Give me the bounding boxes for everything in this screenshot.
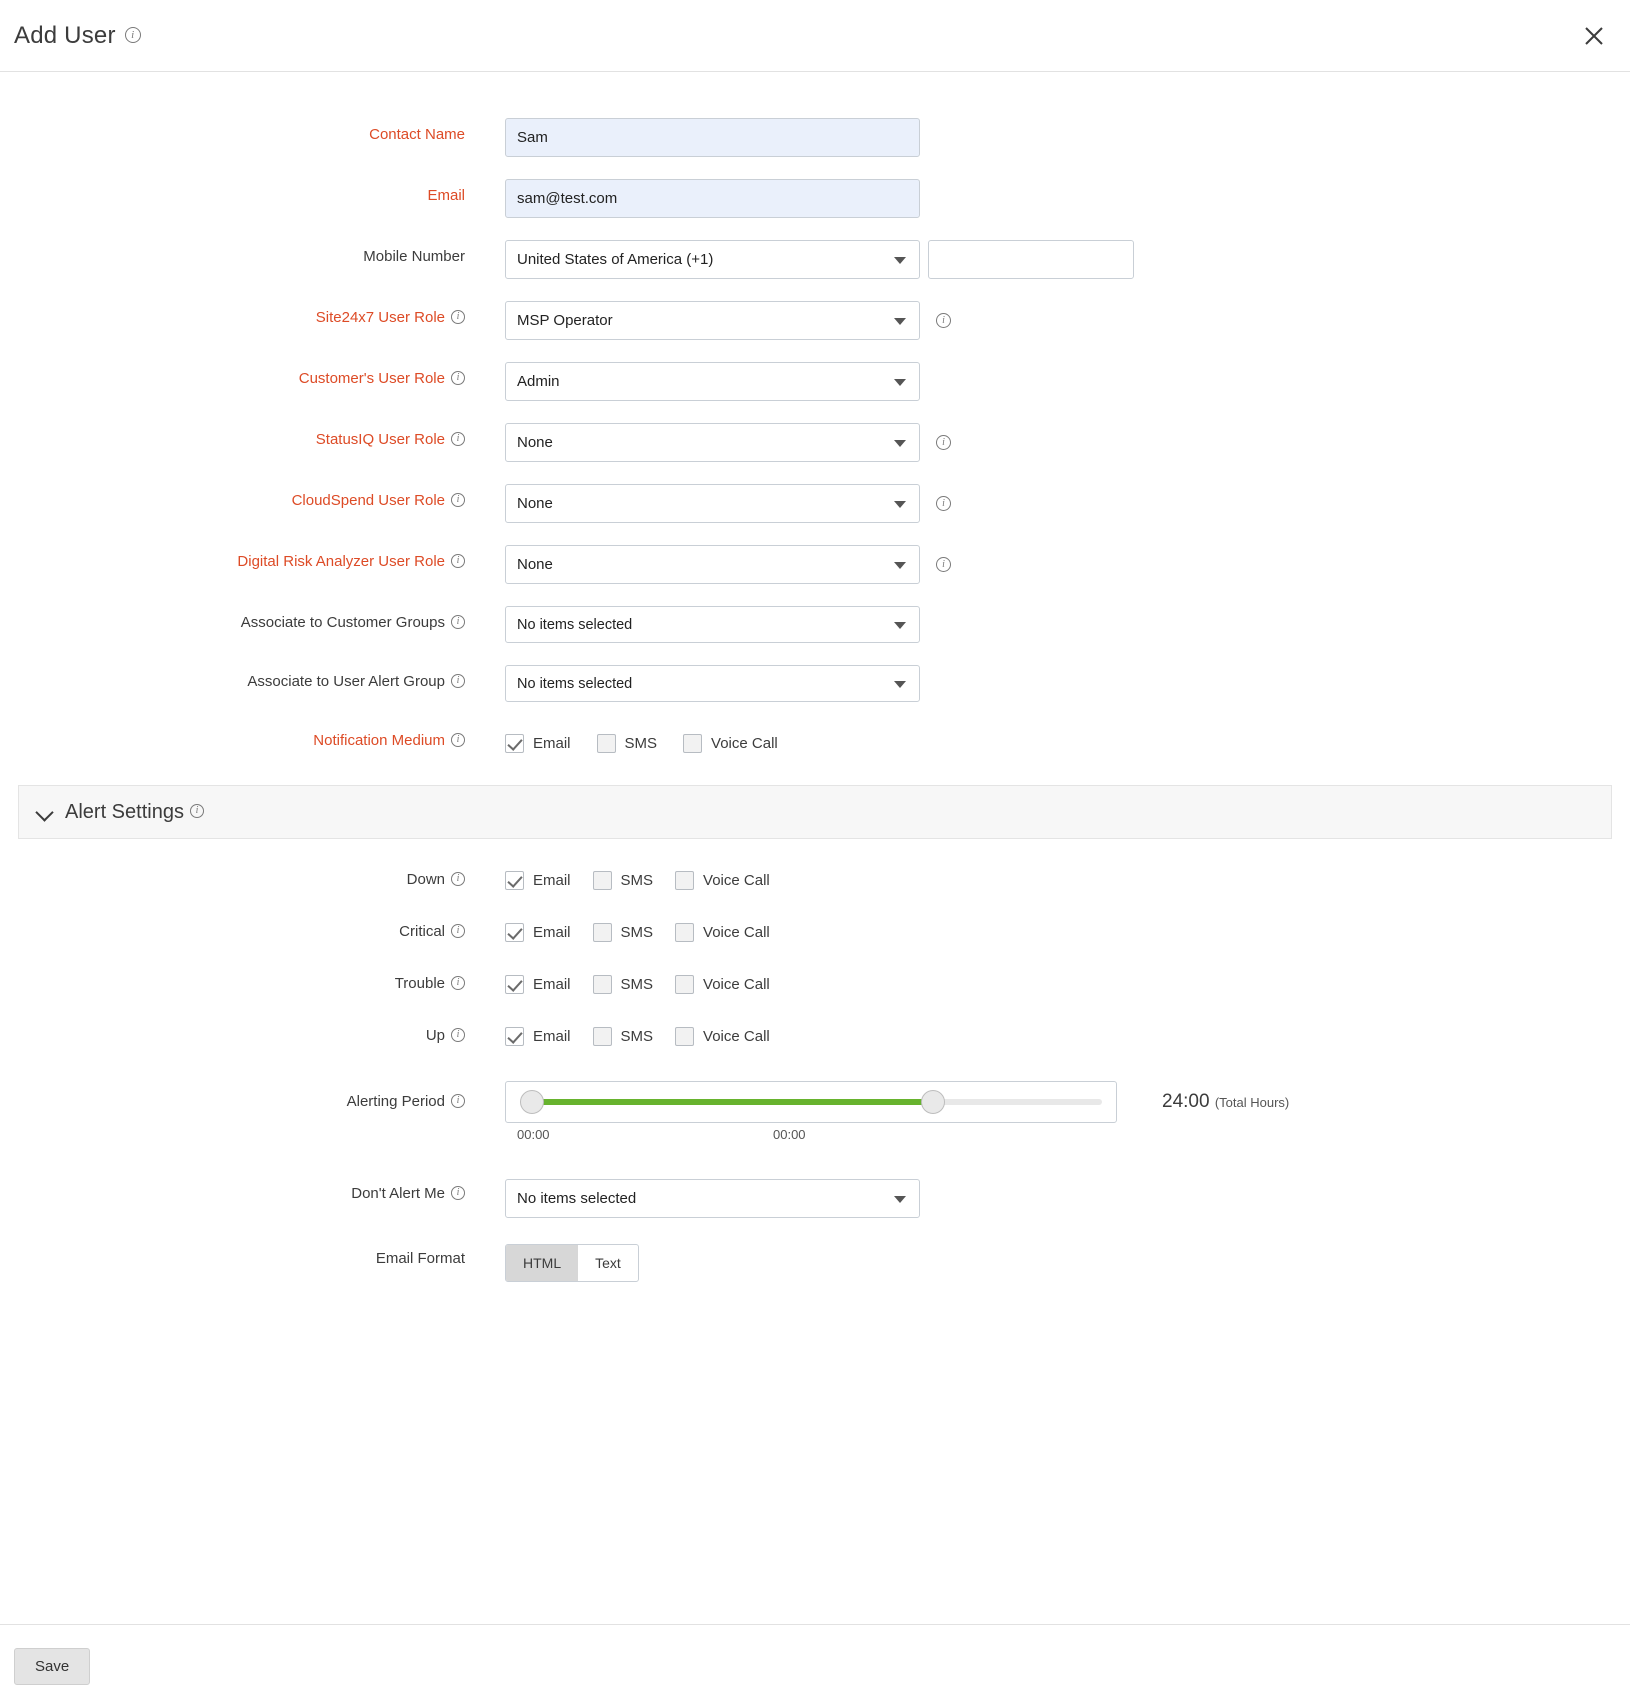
field-row-notification-medium: [0, 724, 1630, 763]
dra-role-info[interactable]: [936, 545, 951, 584]
customer-groups-label-text: Associate to Customer Groups: [240, 614, 445, 631]
checkbox-sms-label: SMS: [620, 1027, 654, 1045]
site24x7-role-value: MSP Operator: [517, 312, 613, 329]
checkbox-email-label: Email: [533, 975, 571, 993]
chevron-down-icon: [37, 804, 53, 820]
slider-fill: [532, 1099, 934, 1105]
up-option-sms[interactable]: [593, 1027, 654, 1046]
slider-end-time: 00:00: [773, 1127, 806, 1142]
info-icon[interactable]: i: [936, 435, 951, 450]
customer-role-label-text: Customer's User Role: [298, 370, 445, 387]
checkbox-email[interactable]: [505, 734, 524, 753]
info-icon[interactable]: i: [936, 313, 951, 328]
alerting-period-label-text: Alerting Period: [346, 1093, 445, 1110]
email-format-toggle[interactable]: [505, 1244, 639, 1282]
up-option-voice-call[interactable]: [675, 1027, 770, 1046]
page-title: Add User: [14, 21, 116, 49]
statusiq-role-label: [0, 423, 505, 457]
down-label-text: Down: [406, 871, 445, 888]
checkbox-email-label: Email: [533, 735, 571, 752]
field-row-customer-role: [0, 362, 1630, 401]
checkbox-voice-call-label: Voice Call: [703, 1027, 770, 1045]
trouble-options: [505, 969, 792, 999]
critical-option-voice-call[interactable]: [675, 923, 770, 942]
slider-track[interactable]: [520, 1099, 1102, 1105]
alerting-period-label: [0, 1081, 505, 1123]
chevron-down-icon: [894, 622, 906, 629]
info-icon[interactable]: i: [936, 557, 951, 572]
field-row-dra-role: [0, 545, 1630, 584]
info-icon[interactable]: i: [451, 554, 465, 568]
critical-option-sms[interactable]: [593, 923, 654, 942]
email-label: Email: [427, 187, 465, 204]
info-icon[interactable]: i: [451, 674, 465, 688]
slider-scale: [505, 1123, 1117, 1145]
cloudspend-role-label: [0, 484, 505, 518]
checkbox-sms[interactable]: [593, 871, 612, 890]
info-icon[interactable]: i: [451, 615, 465, 629]
field-row-user-alert-group: [0, 665, 1630, 702]
cloudspend-role-info[interactable]: [936, 484, 951, 523]
dra-role-label-text: Digital Risk Analyzer User Role: [237, 553, 445, 570]
trouble-option-email[interactable]: [505, 975, 571, 994]
checkbox-voice-call[interactable]: [675, 871, 694, 890]
checkbox-sms[interactable]: [597, 734, 616, 753]
up-label: [0, 1021, 505, 1051]
checkbox-email-label: Email: [533, 923, 571, 941]
chevron-down-icon: [894, 681, 906, 688]
mobile-number-label: Mobile Number: [363, 248, 465, 265]
trouble-label: [0, 969, 505, 999]
info-icon[interactable]: i: [451, 493, 465, 507]
alerting-period-total: [1162, 1081, 1289, 1124]
alerting-period-slider[interactable]: [505, 1081, 1117, 1123]
user-alert-group-select[interactable]: [505, 665, 920, 702]
site24x7-role-select[interactable]: [505, 301, 920, 340]
slider-handle-start[interactable]: [520, 1090, 544, 1114]
critical-option-email[interactable]: [505, 923, 571, 942]
info-icon[interactable]: i: [451, 924, 465, 938]
checkbox-sms-label: SMS: [620, 923, 654, 941]
email-input[interactable]: [505, 179, 920, 218]
checkbox-voice-call-label: Voice Call: [703, 975, 770, 993]
chevron-down-icon: [894, 1196, 906, 1203]
alert-row-up: [0, 1021, 1630, 1051]
critical-label-text: Critical: [399, 923, 445, 940]
site24x7-role-label: [0, 301, 505, 335]
field-row-cloudspend-role: [0, 484, 1630, 523]
info-icon[interactable]: i: [936, 496, 951, 511]
customer-groups-select[interactable]: [505, 606, 920, 643]
alert-row-down: [0, 865, 1630, 895]
dra-role-label: [0, 545, 505, 579]
cloudspend-role-select[interactable]: [505, 484, 920, 523]
checkbox-sms-label: SMS: [620, 975, 654, 993]
alert-settings-body: [0, 839, 1630, 1282]
field-row-mobile-number: [0, 240, 1630, 279]
cloudspend-role-label-text: CloudSpend User Role: [291, 492, 445, 509]
trouble-option-voice-call[interactable]: [675, 975, 770, 994]
checkbox-sms[interactable]: [593, 1027, 612, 1046]
notification-medium-options: [505, 724, 804, 763]
total-hours-suffix: (Total Hours): [1214, 1095, 1290, 1110]
contact-name-label: Contact Name: [369, 126, 465, 143]
close-icon[interactable]: [1580, 22, 1608, 50]
field-row-statusiq-role: [0, 423, 1630, 462]
user-alert-group-label-text: Associate to User Alert Group: [247, 673, 445, 690]
down-option-voice-call[interactable]: [675, 871, 770, 890]
up-label-text: Up: [425, 1027, 445, 1044]
notification-medium-label: [0, 724, 505, 758]
country-code-select[interactable]: [505, 240, 920, 279]
checkbox-sms[interactable]: [593, 975, 612, 994]
checkbox-voice-call[interactable]: [675, 923, 694, 942]
info-icon[interactable]: i: [451, 432, 465, 446]
statusiq-role-label-text: StatusIQ User Role: [315, 431, 445, 448]
dont-alert-me-value: No items selected: [517, 1190, 637, 1207]
cloudspend-role-value: None: [517, 495, 553, 512]
chevron-down-icon: [894, 501, 906, 508]
info-icon[interactable]: i: [451, 371, 465, 385]
info-icon[interactable]: i: [451, 1186, 465, 1200]
checkbox-email-label: Email: [533, 1027, 571, 1045]
checkbox-email[interactable]: [505, 1027, 524, 1046]
user-alert-group-label: [0, 665, 505, 699]
checkbox-voice-call[interactable]: [675, 1027, 694, 1046]
checkbox-voice-call-label: Voice Call: [703, 923, 770, 941]
checkbox-voice-call[interactable]: [675, 975, 694, 994]
checkbox-sms[interactable]: [593, 923, 612, 942]
info-icon[interactable]: i: [451, 1028, 465, 1042]
down-label: [0, 865, 505, 895]
checkbox-voice-call-label: Voice Call: [703, 871, 770, 889]
up-options: [505, 1021, 792, 1051]
field-row-site24x7-role: [0, 301, 1630, 340]
customer-groups-label: [0, 606, 505, 640]
statusiq-role-value: None: [517, 434, 553, 451]
info-icon[interactable]: i: [451, 733, 465, 747]
slider-handle-end[interactable]: [921, 1090, 945, 1114]
contact-name-input[interactable]: [505, 118, 920, 157]
down-option-email[interactable]: [505, 871, 571, 890]
info-icon[interactable]: i: [451, 310, 465, 324]
alert-row-critical: [0, 917, 1630, 947]
customer-role-value: Admin: [517, 373, 560, 390]
field-row-contact-name: [0, 118, 1630, 157]
alert-row-dont-alert-me: [0, 1179, 1630, 1218]
add-user-form: [0, 72, 1630, 763]
up-option-email[interactable]: [505, 1027, 571, 1046]
email-format-text-option[interactable]: Text: [595, 1255, 621, 1271]
chevron-down-icon: [894, 257, 906, 264]
critical-label: [0, 917, 505, 947]
info-icon[interactable]: i: [190, 804, 204, 818]
checkbox-voice-call[interactable]: [683, 734, 702, 753]
modal-header: [0, 0, 1630, 72]
down-options: [505, 865, 792, 895]
dra-role-select[interactable]: [505, 545, 920, 584]
checkbox-email[interactable]: [505, 975, 524, 994]
alert-settings-section-header[interactable]: [18, 785, 1612, 839]
alert-row-email-format: [0, 1244, 1630, 1282]
trouble-label-text: Trouble: [394, 975, 445, 992]
checkbox-email[interactable]: [505, 871, 524, 890]
customer-groups-value: No items selected: [517, 616, 633, 633]
down-option-sms[interactable]: [593, 871, 654, 890]
customer-role-select[interactable]: [505, 362, 920, 401]
dont-alert-me-select[interactable]: [505, 1179, 920, 1218]
alert-row-alerting-period: [0, 1081, 1630, 1145]
chevron-down-icon: [894, 562, 906, 569]
info-icon[interactable]: i: [451, 976, 465, 990]
info-icon[interactable]: i: [125, 27, 141, 43]
trouble-option-sms[interactable]: [593, 975, 654, 994]
checkbox-email[interactable]: [505, 923, 524, 942]
checkbox-sms-label: SMS: [624, 735, 658, 752]
site24x7-role-label-text: Site24x7 User Role: [315, 309, 445, 326]
statusiq-role-select[interactable]: [505, 423, 920, 462]
country-code-value: United States of America (+1): [517, 251, 714, 268]
field-row-customer-groups: [0, 606, 1630, 643]
dra-role-value: None: [517, 556, 553, 573]
save-button[interactable]: Save: [14, 1648, 90, 1685]
checkbox-voice-call-label: Voice Call: [711, 735, 778, 752]
notification-medium-item[interactable]: [683, 734, 778, 753]
dont-alert-me-label: [0, 1179, 505, 1209]
notification-medium-item[interactable]: [505, 734, 571, 753]
mobile-number-input[interactable]: [928, 240, 1134, 279]
modal-footer: [0, 1624, 1630, 1708]
total-hours-value: 24:00: [1162, 1091, 1210, 1112]
notification-medium-label-text: Notification Medium: [313, 732, 445, 749]
chevron-down-icon: [894, 440, 906, 447]
slider-start-time: 00:00: [517, 1127, 550, 1142]
statusiq-role-info[interactable]: [936, 423, 951, 462]
customer-role-label: [0, 362, 505, 396]
alert-row-trouble: [0, 969, 1630, 999]
checkbox-email-label: Email: [533, 871, 571, 889]
email-format-label: Email Format: [375, 1250, 465, 1267]
user-alert-group-value: No items selected: [517, 675, 633, 692]
dont-alert-me-label-text: Don't Alert Me: [351, 1185, 445, 1202]
notification-medium-item[interactable]: [597, 734, 658, 753]
info-icon[interactable]: i: [451, 1094, 465, 1108]
site24x7-role-info[interactable]: [936, 301, 951, 340]
alert-settings-title: Alert Settings: [65, 800, 184, 823]
field-row-email: [0, 179, 1630, 218]
info-icon[interactable]: i: [451, 872, 465, 886]
checkbox-sms-label: SMS: [620, 871, 654, 889]
chevron-down-icon: [894, 318, 906, 325]
chevron-down-icon: [894, 379, 906, 386]
email-format-html-option[interactable]: HTML: [506, 1245, 578, 1281]
critical-options: [505, 917, 792, 947]
